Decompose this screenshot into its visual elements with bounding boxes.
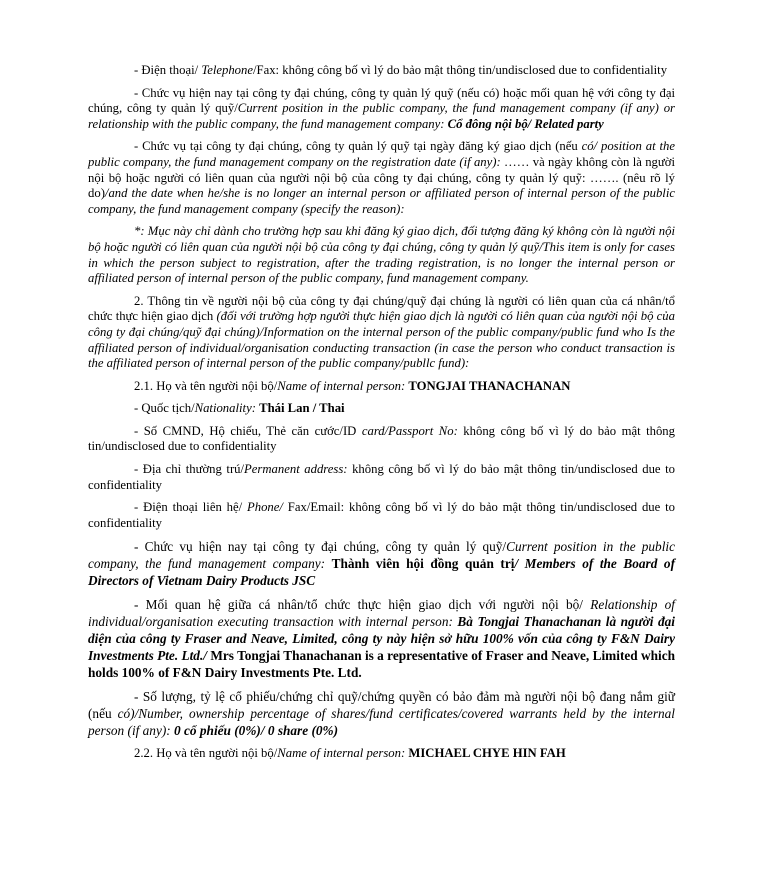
tel-rest: Fax/Email: không công bố vì lý do bảo mật thông tin/undisclosed due to confidentiality (88, 500, 675, 530)
current-position-paragraph (88, 86, 675, 133)
shares-value: 0 cổ phiếu (0%)/ 0 share (0%) (174, 723, 339, 739)
shares-label-en: có)/Number, ownership percentage of shares/fund certificates/covered warrants held by the internal person (if any): (88, 706, 675, 739)
address-label-en: Permanent address: (244, 462, 348, 477)
relationship-value-en: Mrs Tongjai Thanachanan is a representative of Fraser and Neave, Limited which holds 100% of F&N Dairy Investments Pte. Ltd. (88, 648, 675, 681)
position-label-vi: - Chức vụ hiện nay tại công ty đại chúng, công ty quản lý quỹ/ (134, 539, 507, 555)
id-rest: không công bố vì lý do bảo mật thông tin/undisclosed due to confidentiality (88, 423, 675, 454)
position-at-registration-paragraph (88, 139, 675, 217)
relationship-label-en: Relationship of individual/organisation executing transaction with internal person: (88, 597, 675, 630)
registration-vi-1: - Chức vụ tại công ty đại chúng, công ty quản lý quỹ tại ngày đăng ký giao dịch (nếu (134, 139, 582, 154)
address-label-vi: - Địa chỉ thường trú/ (134, 462, 245, 477)
phone-prefix: - Điện thoại/ (134, 63, 202, 77)
person-2-name-line (88, 746, 675, 762)
person-2-name-label-en: Name of internal person: (277, 746, 409, 761)
position-label-en: Current position in the public company, the fund management company: (88, 539, 676, 572)
id-label-vi: - Số CMND, Hộ chiếu, Thẻ căn cước/ID (134, 423, 362, 438)
shares-label-vi: - Số lượng, tỷ lệ cổ phiếu/chứng chỉ quỹ/chứng quyền có bảo đảm mà người nội bộ đang nắm giữ (nếu (88, 689, 675, 722)
current-position-value: Cổ đông nội bộ/ Related party (447, 116, 604, 131)
nationality-label-en: Nationality: (194, 401, 260, 416)
person-1-name-line (88, 379, 675, 395)
phone-rest: /Fax: không công bố vì lý do bảo mật thông tin/undisclosed due to confidentiality (253, 63, 668, 77)
registration-en-1: có/ position at the public company, the fund management company on the registration date (if any): (88, 139, 675, 169)
person-1-relationship-paragraph (88, 596, 675, 681)
person-2-name: MICHAEL CHYE HIN FAH (408, 746, 566, 761)
current-position-en: Current position in the public company, the fund management company (if any) or relationship with the public company, the fund management company: (88, 101, 675, 131)
person-1-name-label-en: Name of internal person: (277, 378, 409, 393)
section-2-paragraph (88, 294, 675, 372)
address-rest: không công bố vì lý do bảo mật thông tin/undisclosed due to confidentiality (88, 462, 675, 492)
person-1-nationality: Thái Lan / Thai (259, 401, 345, 416)
note-paragraph: *: Mục này chỉ dành cho trường hợp sau khi đăng ký giao dịch, đối tượng đăng ký không còn là người nội bộ hoặc người có liên quan của người nội bộ của công ty đại chúng, công ty quản lý quỹ/This item is only for cases in which the person subject to registration, after the trading registration, is no longer the internal person or affiliated person of internal person of the public company, fund management company. (88, 224, 675, 286)
person-1-id-line (88, 424, 675, 455)
person-1-nationality-line (88, 401, 675, 417)
relationship-value-vi: Bà Tongjai Thanachanan là người đại diện của công ty Fraser and Neave, Limited, công ty này hiện sở hữu 100% vốn của công ty F&N Dairy Investments Pte. Ltd./ (88, 614, 675, 664)
tel-label-en: Phone/ (246, 500, 283, 515)
registration-en-2: /and the date when he/she is no longer an internal person or affiliated person of internal person of the public company, the fund management company (specify the reason): (88, 186, 675, 216)
person-1-address-line (88, 462, 675, 493)
section-2-vi: 2. Thông tin về người nội bộ của công ty đại chúng/quỹ đại chúng là người có liên quan của cá nhân/tổ chức thực hiện giao dịch (88, 293, 675, 324)
section-2-en: (đối với trường hợp người thực hiện giao dịch là người có liên quan của người nội bộ của công ty đại chúng/quỹ đại chúng)/Information on the internal person of the public company/public fund who Is the affiliated person of individual/organisation conducting transaction (in case the person who conduct transaction is the affiliated person of internal person of the public company/publlc fund): (88, 309, 675, 371)
id-label-en: card/Passport No: (361, 423, 458, 438)
relationship-label-vi: - Mối quan hệ giữa cá nhân/tổ chức thực hiện giao dịch với người nội bộ/ (134, 597, 591, 613)
phone-label-en: Telephone (201, 63, 253, 77)
phone-line (88, 63, 675, 79)
position-value-en: / Members of the Board of Directors of Vietnam Dairy Products JSC (88, 556, 676, 589)
person-2-name-label-vi: 2.2. Họ và tên người nội bộ/ (134, 746, 278, 761)
registration-vi-2: …… và ngày không còn là người nội bộ hoặc người có liên quan của người nội bộ của công ty đại chúng, công ty quản lý quỹ: ……. (nêu rõ lý do) (88, 154, 675, 201)
person-1-position-paragraph (88, 538, 675, 589)
person-1-shares-paragraph (88, 688, 675, 739)
current-position-vi: - Chức vụ hiện nay tại công ty đại chúng, công ty quản lý quỹ (nếu có) hoặc mối quan hệ với công ty đại chúng, công ty quản lý quỹ/ (88, 85, 675, 116)
person-1-phone-line (88, 500, 675, 531)
tel-label-vi: - Điện thoại liên hệ/ (134, 500, 247, 515)
nationality-label-vi: - Quốc tịch/ (134, 401, 195, 416)
person-1-name: TONGJAI THANACHANAN (408, 378, 571, 393)
person-1-name-label-vi: 2.1. Họ và tên người nội bộ/ (134, 378, 278, 393)
position-value-vi: Thành viên hội đồng quản trị (331, 556, 515, 572)
